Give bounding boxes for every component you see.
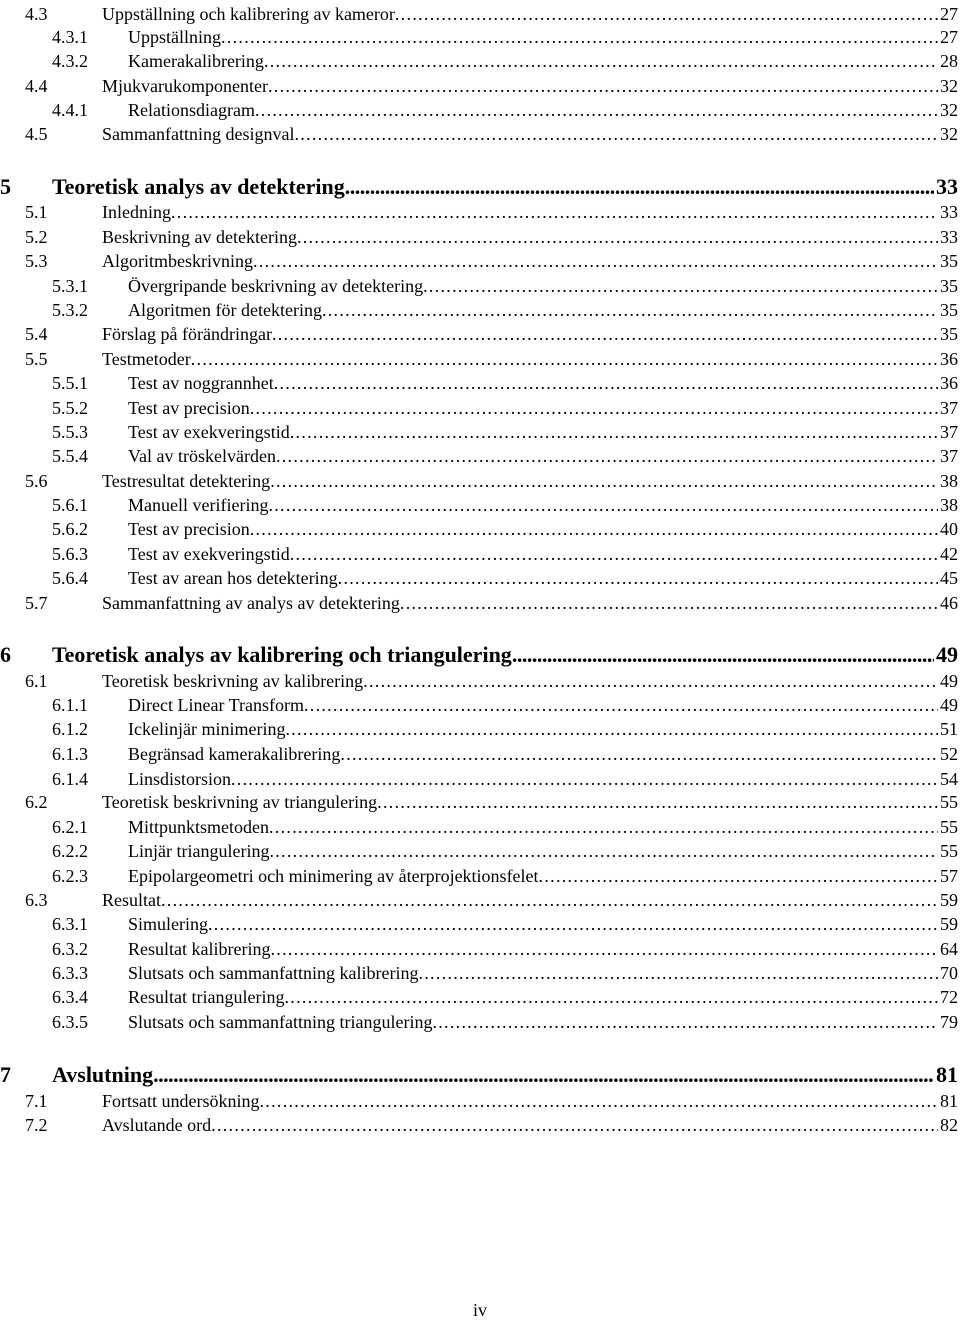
toc-entry-title: Test av arean hos detektering <box>128 568 338 588</box>
toc-entry-page: 32 <box>940 124 958 144</box>
page-number: iv <box>472 1300 487 1320</box>
toc-entry-title: Avslutning <box>52 1062 154 1087</box>
toc-entry[interactable] <box>0 25 960 49</box>
toc-entry-page: 51 <box>940 719 958 739</box>
toc-entry-title: Begränsad kamerakalibrering <box>128 744 341 764</box>
toc-entry-page: 37 <box>940 446 958 466</box>
toc-entry-title: Övergripande beskrivning av detektering <box>128 276 424 296</box>
toc-entry-page: 79 <box>940 1012 958 1032</box>
dot-leader <box>208 912 938 936</box>
toc-entry-title: Förslag på förändringar <box>102 324 272 344</box>
toc-entry-title: Epipolargeometri och minimering av återprojektionsfelet <box>128 866 539 886</box>
dot-leader <box>294 122 938 146</box>
toc-entry-title: Teoretisk analys av detektering <box>52 174 345 199</box>
toc-entry[interactable] <box>0 200 960 224</box>
toc-entry[interactable] <box>0 985 960 1009</box>
toc-entry-page: 49 <box>936 642 958 667</box>
toc-entry-number: 5.5.1 <box>52 373 88 393</box>
toc-entry-title: Fortsatt undersökning <box>102 1091 260 1111</box>
toc-entry-number: 6.1 <box>25 671 48 691</box>
toc-entry-number: 7 <box>0 1062 11 1087</box>
dot-leader <box>253 249 938 273</box>
toc-entry[interactable] <box>0 864 960 888</box>
dot-leader <box>432 1010 938 1034</box>
toc-entry-title: Testmetoder <box>102 349 191 369</box>
toc-entry-number: 6.3.3 <box>52 963 88 983</box>
toc-entry[interactable] <box>0 493 960 517</box>
toc-entry[interactable] <box>0 888 960 912</box>
toc-entry[interactable] <box>0 98 960 122</box>
dot-leader <box>274 371 938 395</box>
dot-leader <box>260 1089 939 1113</box>
toc-entry-page: 28 <box>940 51 958 71</box>
toc-entry-number: 6 <box>0 642 11 667</box>
toc-entry-number: 7.2 <box>25 1115 48 1135</box>
toc-entry[interactable] <box>0 591 960 615</box>
toc-entry-page: 38 <box>940 495 958 515</box>
dot-leader <box>290 542 938 566</box>
toc-entry-number: 5.4 <box>25 324 48 344</box>
toc-entry-page: 37 <box>940 398 958 418</box>
toc-entry-number: 5.5.4 <box>52 446 88 466</box>
toc-entry-page: 35 <box>940 251 958 271</box>
toc-entry-number: 6.2 <box>25 792 48 812</box>
toc-entry-number: 5.3.2 <box>52 300 88 320</box>
toc-entry-page: 64 <box>940 939 958 959</box>
toc-entry[interactable] <box>0 2 960 26</box>
toc-entry-title: Avslutande ord <box>102 1115 212 1135</box>
toc-entry[interactable] <box>0 815 960 839</box>
toc-entry-title: Inledning <box>102 202 171 222</box>
toc-entry-page: 36 <box>940 349 958 369</box>
toc-entry-number: 5.3 <box>25 251 48 271</box>
dot-leader <box>272 322 938 346</box>
dot-leader <box>400 591 938 615</box>
dot-leader <box>191 347 938 371</box>
toc-entry-page: 82 <box>940 1115 958 1135</box>
toc-entry-number: 5.5.3 <box>52 422 88 442</box>
toc-entry[interactable] <box>0 693 960 717</box>
toc-entry[interactable] <box>0 371 960 395</box>
toc-entry-number: 5.3.1 <box>52 276 88 296</box>
dot-leader <box>268 493 938 517</box>
toc-entry[interactable] <box>0 420 960 444</box>
toc-entry[interactable] <box>0 122 960 146</box>
toc-entry[interactable] <box>0 1113 960 1137</box>
toc-entry-title: Test av exekveringstid <box>128 422 290 442</box>
toc-entry-page: 35 <box>940 276 958 296</box>
toc-entry-number: 6.1.2 <box>52 719 88 739</box>
toc-entry[interactable] <box>0 322 960 346</box>
toc-entry-title: Test av exekveringstid <box>128 544 290 564</box>
toc-entry-page: 27 <box>940 4 958 24</box>
toc-entry-page: 38 <box>940 471 958 491</box>
toc-entry-page: 59 <box>940 890 958 910</box>
toc-entry[interactable] <box>0 717 960 741</box>
toc-entry-page: 46 <box>940 593 958 613</box>
dot-leader <box>423 274 938 298</box>
toc-entry-number: 5.5.2 <box>52 398 88 418</box>
toc-entry-page: 72 <box>940 987 958 1007</box>
toc-entry[interactable] <box>0 961 960 985</box>
toc-entry-title: Simulering <box>128 914 208 934</box>
toc-entry-number: 6.2.2 <box>52 841 88 861</box>
toc-entry-title: Linsdistorsion <box>128 769 232 789</box>
toc-entry-number: 6.1.3 <box>52 744 88 764</box>
toc-entry-page: 35 <box>940 324 958 344</box>
toc-entry-title: Algoritmbeskrivning <box>102 251 253 271</box>
toc-entry[interactable] <box>0 767 960 791</box>
toc-entry-page: 49 <box>940 695 958 715</box>
dot-leader <box>284 985 938 1009</box>
toc-entry-number: 4.4 <box>25 76 48 96</box>
toc-entry-title: Uppställning och kalibrering av kameror <box>102 4 395 24</box>
dot-leader <box>340 742 938 766</box>
toc-entry-number: 4.5 <box>25 124 48 144</box>
toc-entry[interactable] <box>0 790 960 814</box>
dot-leader <box>231 767 938 791</box>
toc-entry-page: 27 <box>940 27 958 47</box>
toc-entry-page: 52 <box>940 744 958 764</box>
toc-entry-page: 54 <box>940 769 958 789</box>
dot-leader <box>153 1060 934 1090</box>
toc-entry[interactable] <box>0 444 960 468</box>
toc-entry-number: 6.3.1 <box>52 914 88 934</box>
toc-entry[interactable] <box>0 912 960 936</box>
toc-entry-page: 40 <box>940 519 958 539</box>
dot-leader <box>363 669 938 693</box>
toc-entry-title: Sammanfattning av analys av detektering <box>102 593 400 613</box>
toc-entry[interactable] <box>0 839 960 863</box>
toc-entry-title: Slutsats och sammanfattning kalibrering <box>128 963 419 983</box>
toc-entry-page: 33 <box>940 227 958 247</box>
toc-entry-title: Teoretisk analys av kalibrering och triangulering <box>52 642 512 667</box>
toc-entry-number: 5.6.4 <box>52 568 88 588</box>
toc-entry-number: 4.3.2 <box>52 51 88 71</box>
toc-entry-page: 49 <box>940 671 958 691</box>
toc-entry-page: 55 <box>940 792 958 812</box>
dot-leader <box>285 717 938 741</box>
toc-entry-page: 81 <box>940 1091 958 1111</box>
toc-entry-title: Ickelinjär minimering <box>128 719 286 739</box>
dot-leader <box>269 839 938 863</box>
toc-entry[interactable] <box>0 640 960 670</box>
toc-entry-title: Manuell verifiering <box>128 495 269 515</box>
toc-entry[interactable] <box>0 1010 960 1034</box>
toc-entry-number: 6.3.5 <box>52 1012 88 1032</box>
toc-entry-number: 6.2.1 <box>52 817 88 837</box>
toc-entry-title: Resultat kalibrering <box>128 939 271 959</box>
dot-leader <box>221 25 938 49</box>
toc-entry-number: 5.6.3 <box>52 544 88 564</box>
toc-entry-number: 5.6.2 <box>52 519 88 539</box>
toc-entry-number: 7.1 <box>25 1091 48 1111</box>
dot-leader <box>270 937 938 961</box>
toc-entry-title: Linjär triangulering <box>128 841 270 861</box>
dot-leader <box>395 2 938 26</box>
toc-entry-page: 55 <box>940 817 958 837</box>
toc-entry-page: 57 <box>940 866 958 886</box>
dot-leader <box>418 961 938 985</box>
dot-leader <box>290 420 938 444</box>
toc-entry[interactable] <box>0 298 960 322</box>
toc-entry-page: 45 <box>940 568 958 588</box>
toc-entry[interactable] <box>0 1089 960 1113</box>
toc-entry[interactable] <box>0 1060 960 1090</box>
toc-entry-title: Testresultat detektering <box>102 471 271 491</box>
toc-entry[interactable] <box>0 49 960 73</box>
toc-entry-number: 5.6.1 <box>52 495 88 515</box>
dot-leader <box>255 98 938 122</box>
toc-entry-page: 59 <box>940 914 958 934</box>
dot-leader <box>268 74 938 98</box>
dot-leader <box>161 888 938 912</box>
toc-entry-number: 6.1.4 <box>52 769 88 789</box>
toc-entry-title: Slutsats och sammanfattning triangulering <box>128 1012 433 1032</box>
toc-entry-page: 70 <box>940 963 958 983</box>
dot-leader <box>345 172 934 202</box>
dot-leader <box>211 1113 938 1137</box>
toc-entry[interactable] <box>0 347 960 371</box>
toc-entry[interactable] <box>0 742 960 766</box>
toc-entry[interactable] <box>0 542 960 566</box>
dot-leader <box>322 298 938 322</box>
toc-entry-title: Mjukvarukomponenter <box>102 76 268 96</box>
toc-entry-number: 5.5 <box>25 349 48 369</box>
toc-entry[interactable] <box>0 517 960 541</box>
toc-entry[interactable] <box>0 225 960 249</box>
toc-entry-title: Teoretisk beskrivning av triangulering <box>102 792 378 812</box>
toc-entry-page: 33 <box>940 202 958 222</box>
toc-entry-title: Test av noggrannhet <box>128 373 274 393</box>
toc-entry[interactable] <box>0 172 960 202</box>
toc-entry-number: 6.3.2 <box>52 939 88 959</box>
dot-leader <box>171 200 938 224</box>
toc-entry-page: 32 <box>940 76 958 96</box>
toc-entry-page: 36 <box>940 373 958 393</box>
toc-entry-page: 37 <box>940 422 958 442</box>
toc-entry-title: Mittpunktsmetoden <box>128 817 269 837</box>
dot-leader <box>250 517 938 541</box>
toc-entry[interactable] <box>0 469 960 493</box>
toc-entry[interactable] <box>0 566 960 590</box>
toc-entry-page: 55 <box>940 841 958 861</box>
toc-entry-number: 4.4.1 <box>52 100 88 120</box>
toc-entry[interactable] <box>0 274 960 298</box>
toc-entry-title: Test av precision <box>128 398 250 418</box>
dot-leader <box>539 864 938 888</box>
toc-entry-title: Resultat triangulering <box>128 987 285 1007</box>
toc-entry-number: 5.6 <box>25 471 48 491</box>
toc-entry-number: 5.7 <box>25 593 48 613</box>
dot-leader <box>250 396 938 420</box>
dot-leader <box>304 693 938 717</box>
toc-entry-title: Direct Linear Transform <box>128 695 304 715</box>
toc-entry[interactable] <box>0 249 960 273</box>
toc-entry-title: Kamerakalibrering <box>128 51 264 71</box>
toc-entry-number: 4.3.1 <box>52 27 88 47</box>
toc-entry-title: Test av precision <box>128 519 250 539</box>
toc-entry-number: 6.3 <box>25 890 48 910</box>
toc-entry-title: Val av tröskelvärden <box>128 446 276 466</box>
toc-entry[interactable] <box>0 669 960 693</box>
toc-entry-title: Algoritmen för detektering <box>128 300 322 320</box>
dot-leader <box>377 790 938 814</box>
toc-entry-page: 81 <box>936 1062 958 1087</box>
dot-leader <box>297 225 938 249</box>
dot-leader <box>276 444 938 468</box>
toc-entry[interactable] <box>0 937 960 961</box>
dot-leader <box>338 566 938 590</box>
dot-leader <box>270 469 938 493</box>
toc-entry-page: 32 <box>940 100 958 120</box>
toc-entry-number: 6.1.1 <box>52 695 88 715</box>
toc-entry-number: 5.2 <box>25 227 48 247</box>
toc-entry[interactable] <box>0 396 960 420</box>
toc-entry-title: Beskrivning av detektering <box>102 227 297 247</box>
toc-entry-title: Teoretisk beskrivning av kalibrering <box>102 671 364 691</box>
toc-entry-number: 6.3.4 <box>52 987 88 1007</box>
toc-entry-number: 5 <box>0 174 11 199</box>
dot-leader <box>512 640 934 670</box>
toc-entry[interactable] <box>0 74 960 98</box>
toc-entry-number: 6.2.3 <box>52 866 88 886</box>
toc-entry-page: 42 <box>940 544 958 564</box>
toc-entry-title: Uppställning <box>128 27 221 47</box>
toc-entry-number: 5.1 <box>25 202 48 222</box>
toc-entry-title: Relationsdiagram <box>128 100 255 120</box>
toc-entry-title: Resultat <box>102 890 161 910</box>
toc-entry-title: Sammanfattning designval <box>102 124 295 144</box>
dot-leader <box>264 49 938 73</box>
toc-entry-page: 35 <box>940 300 958 320</box>
toc-entry-page: 33 <box>936 174 958 199</box>
dot-leader <box>269 815 938 839</box>
toc-entry-number: 4.3 <box>25 4 48 24</box>
